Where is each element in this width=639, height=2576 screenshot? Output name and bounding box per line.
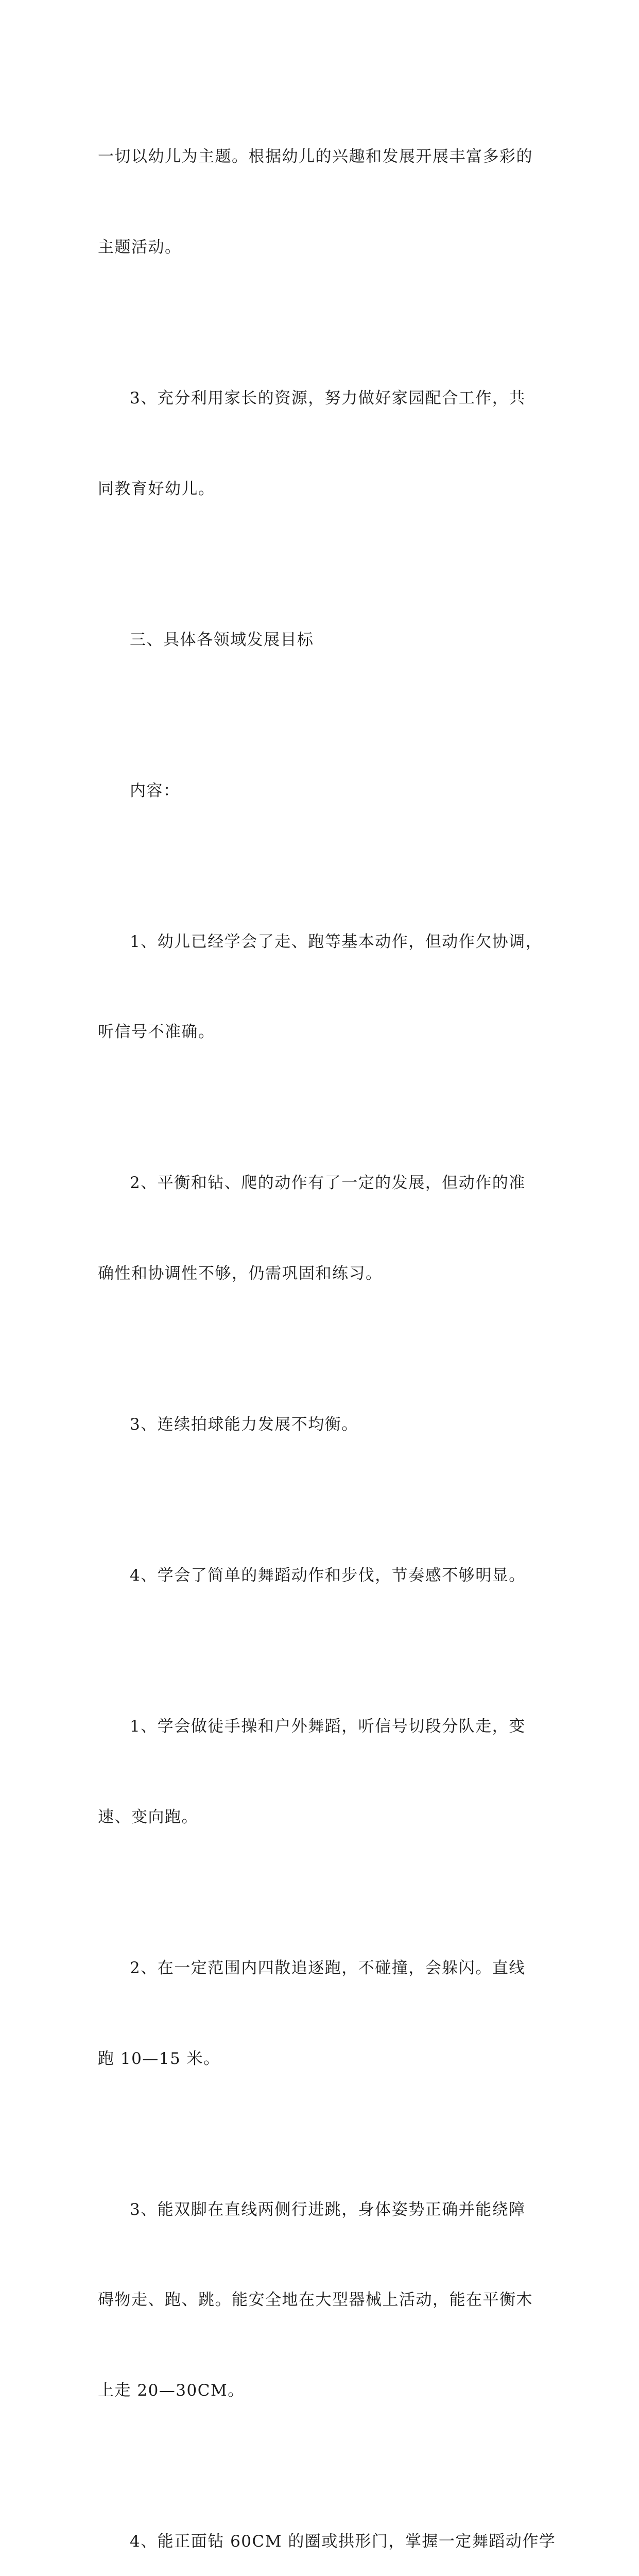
- text-line: 速、变向跑。: [98, 1807, 198, 1826]
- list-item: [98, 1108, 541, 1349]
- text-line: 确性和协调性不够，仍需巩固和练习。: [98, 1264, 383, 1283]
- text-line: 2、在一定范围内四散追逐跑，不碰撞，会躲闪。直线: [130, 1958, 526, 1977]
- text-line: 3、充分利用家长的资源，努力做好家园配合工作，共: [130, 388, 526, 408]
- text-line: 内容：: [130, 781, 180, 800]
- paragraph-theme: [98, 81, 541, 323]
- subheading-content: [98, 715, 541, 866]
- text-line: 2、平衡和钻、爬的动作有了一定的发展，但动作的准: [130, 1174, 526, 1193]
- text-line: 4、能正面钻 60CM 的圈或拱形门，掌握一定舞蹈动作学: [130, 2532, 556, 2551]
- text-line: 4、学会了简单的舞蹈动作和步伐，节奏感不够明显。: [130, 1566, 526, 1585]
- text-line: 3、连续拍球能力发展不均衡。: [130, 1415, 358, 1434]
- list-item: [98, 2134, 541, 2466]
- text-line: 碍物走、跑、跳。能安全地在大型器械上活动，能在平衡木: [98, 2291, 533, 2310]
- paragraph-parents: [98, 323, 541, 565]
- text-line: 上走 20—30CM。: [98, 2381, 245, 2400]
- text-line: 1、幼儿已经学会了走、跑等基本动作，但动作欠协调，: [130, 932, 543, 951]
- text-line: 3、能双脚在直线两侧行进跳，身体姿势正确并能绕障: [130, 2200, 526, 2219]
- list-item: [98, 1893, 541, 2134]
- list-item: [98, 2466, 556, 2576]
- document-body: [98, 81, 556, 2576]
- text-line: 一切以幼儿为主题。根据幼儿的兴趣和发展开展丰富多彩的: [98, 147, 533, 166]
- text-line: 同教育好幼儿。: [98, 479, 215, 498]
- text-line: 1、学会做徒手操和户外舞蹈，听信号切段分队走，变: [130, 1717, 526, 1736]
- list-item: [98, 1349, 541, 1500]
- text-line: 三、具体各领域发展目标: [130, 630, 314, 649]
- list-item: [98, 1651, 541, 1893]
- text-line: 跑 10—15 米。: [98, 2049, 220, 2068]
- list-item: [98, 1500, 541, 1651]
- list-item: [98, 866, 541, 1108]
- text-line: 听信号不准确。: [98, 1023, 215, 1042]
- text-line: 主题活动。: [98, 238, 182, 257]
- section-heading: [98, 565, 541, 716]
